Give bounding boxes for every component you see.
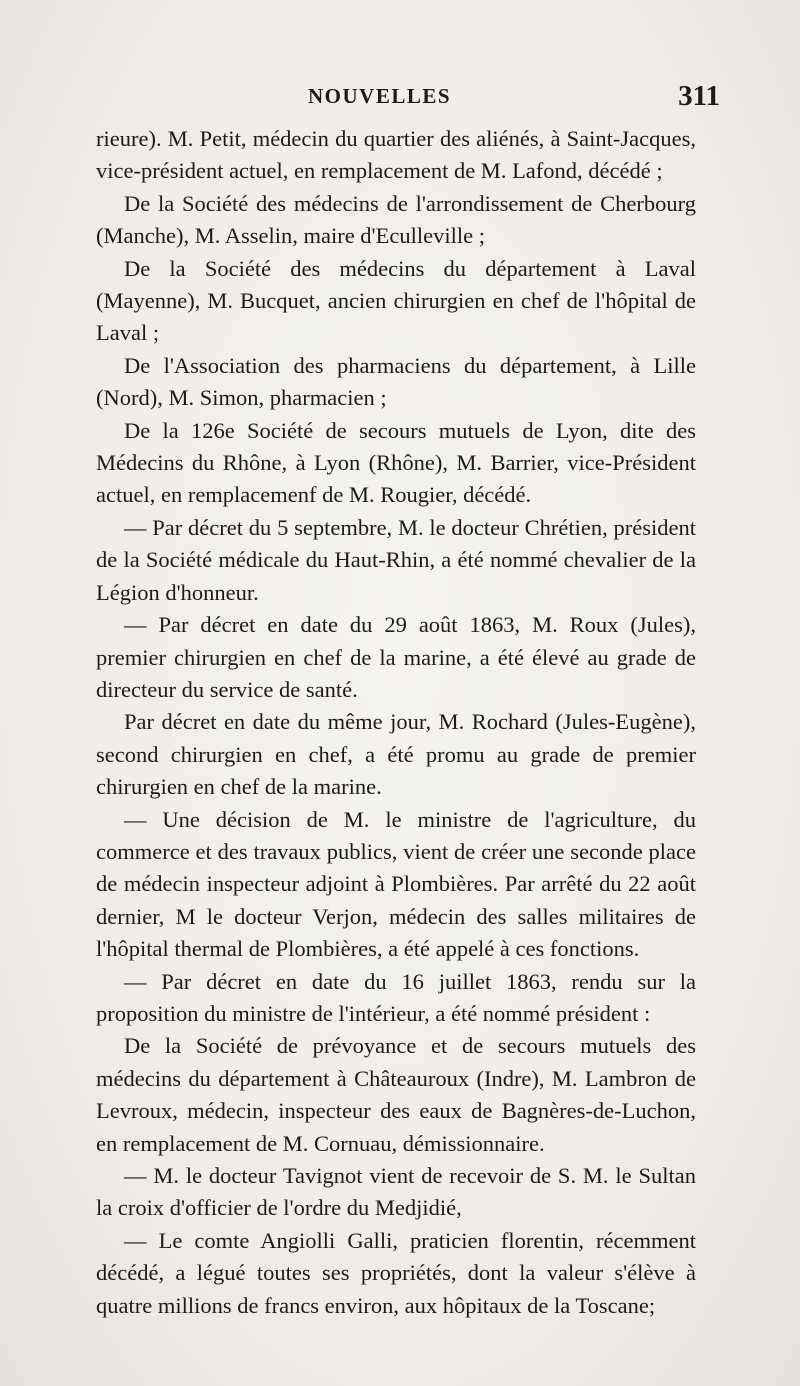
paragraph-3: De la Société des médecins du département à Laval (Mayenne), M. Bucquet, ancien chirurgien en chef de l'hôpital de Laval ; — [96, 255, 696, 346]
page-number: 311 — [678, 80, 720, 112]
paragraph-4: De l'Association des pharmaciens du département, à Lille (Nord), M. Simon, pharmacien ; — [96, 352, 696, 411]
paragraph-5: De la 126e Société de secours mutuels de Lyon, dite des Médecins du Rhône, à Lyon (Rhône), M. Barrier, vice-Président actuel, en remplacemenf de M. Rougier, décédé. — [96, 417, 696, 508]
paragraph-1: rieure). M. Petit, médecin du quartier des aliénés, à Saint-Jacques, vice-président actuel, en remplacement de M. Lafond, décédé ; — [96, 126, 696, 184]
paragraph-9: — Une décision de M. le ministre de l'agriculture, du commerce et des travaux publics, vient de créer une seconde place de médecin inspecteur adjoint à Plombières. Par arrêté du 22 août dernier, M le docteur Verjon, médecin des salles militaires de l'hôpital thermal de Plombières, a été appelé à ces fonctions. — [96, 806, 696, 962]
paragraph-11: De la Société de prévoyance et de secours mutuels des médecins du département à Châteauroux (Indre), M. Lambron de Levroux, médecin, inspecteur des eaux de Bagnères-de-Luchon, en remplacement de M. Cornuau, démissionnaire. — [96, 1033, 696, 1156]
running-header — [90, 80, 720, 120]
main-text — [96, 123, 696, 1322]
section-title: NOUVELLES — [308, 84, 452, 108]
paragraph-2: De la Société des médecins de l'arrondissement de Cherbourg (Manche), M. Asselin, maire d'Eculleville ; — [96, 190, 696, 249]
paragraph-8: Par décret en date du même jour, M. Rochard (Jules-Eugène), second chirurgien en chef, a été promu au grade de premier chirurgien en chef de la marine. — [96, 709, 696, 800]
paragraph-6: — Par décret du 5 septembre, M. le docteur Chrétien, président de la Société médicale du Haut-Rhin, a été nommé chevalier de la Légion d'honneur. — [96, 514, 696, 605]
paragraph-7: — Par décret en date du 29 août 1863, M. Roux (Jules), premier chirurgien en chef de la marine, a été élevé au grade de directeur du service de santé. — [96, 612, 696, 702]
paragraph-10: — Par décret en date du 16 juillet 1863, rendu sur la proposition du ministre de l'intérieur, a été nommé président : — [96, 968, 696, 1026]
paragraph-12: — M. le docteur Tavignot vient de recevoir de S. M. le Sultan la croix d'officier de l'ordre du Medjidié, — [96, 1163, 696, 1221]
paragraph-13: — Le comte Angiolli Galli, praticien florentin, récemment décédé, a légué toutes ses propriétés, dont la valeur s'élève à quatre millions de francs environ, aux hôpitaux de la Toscane; — [96, 1227, 696, 1318]
